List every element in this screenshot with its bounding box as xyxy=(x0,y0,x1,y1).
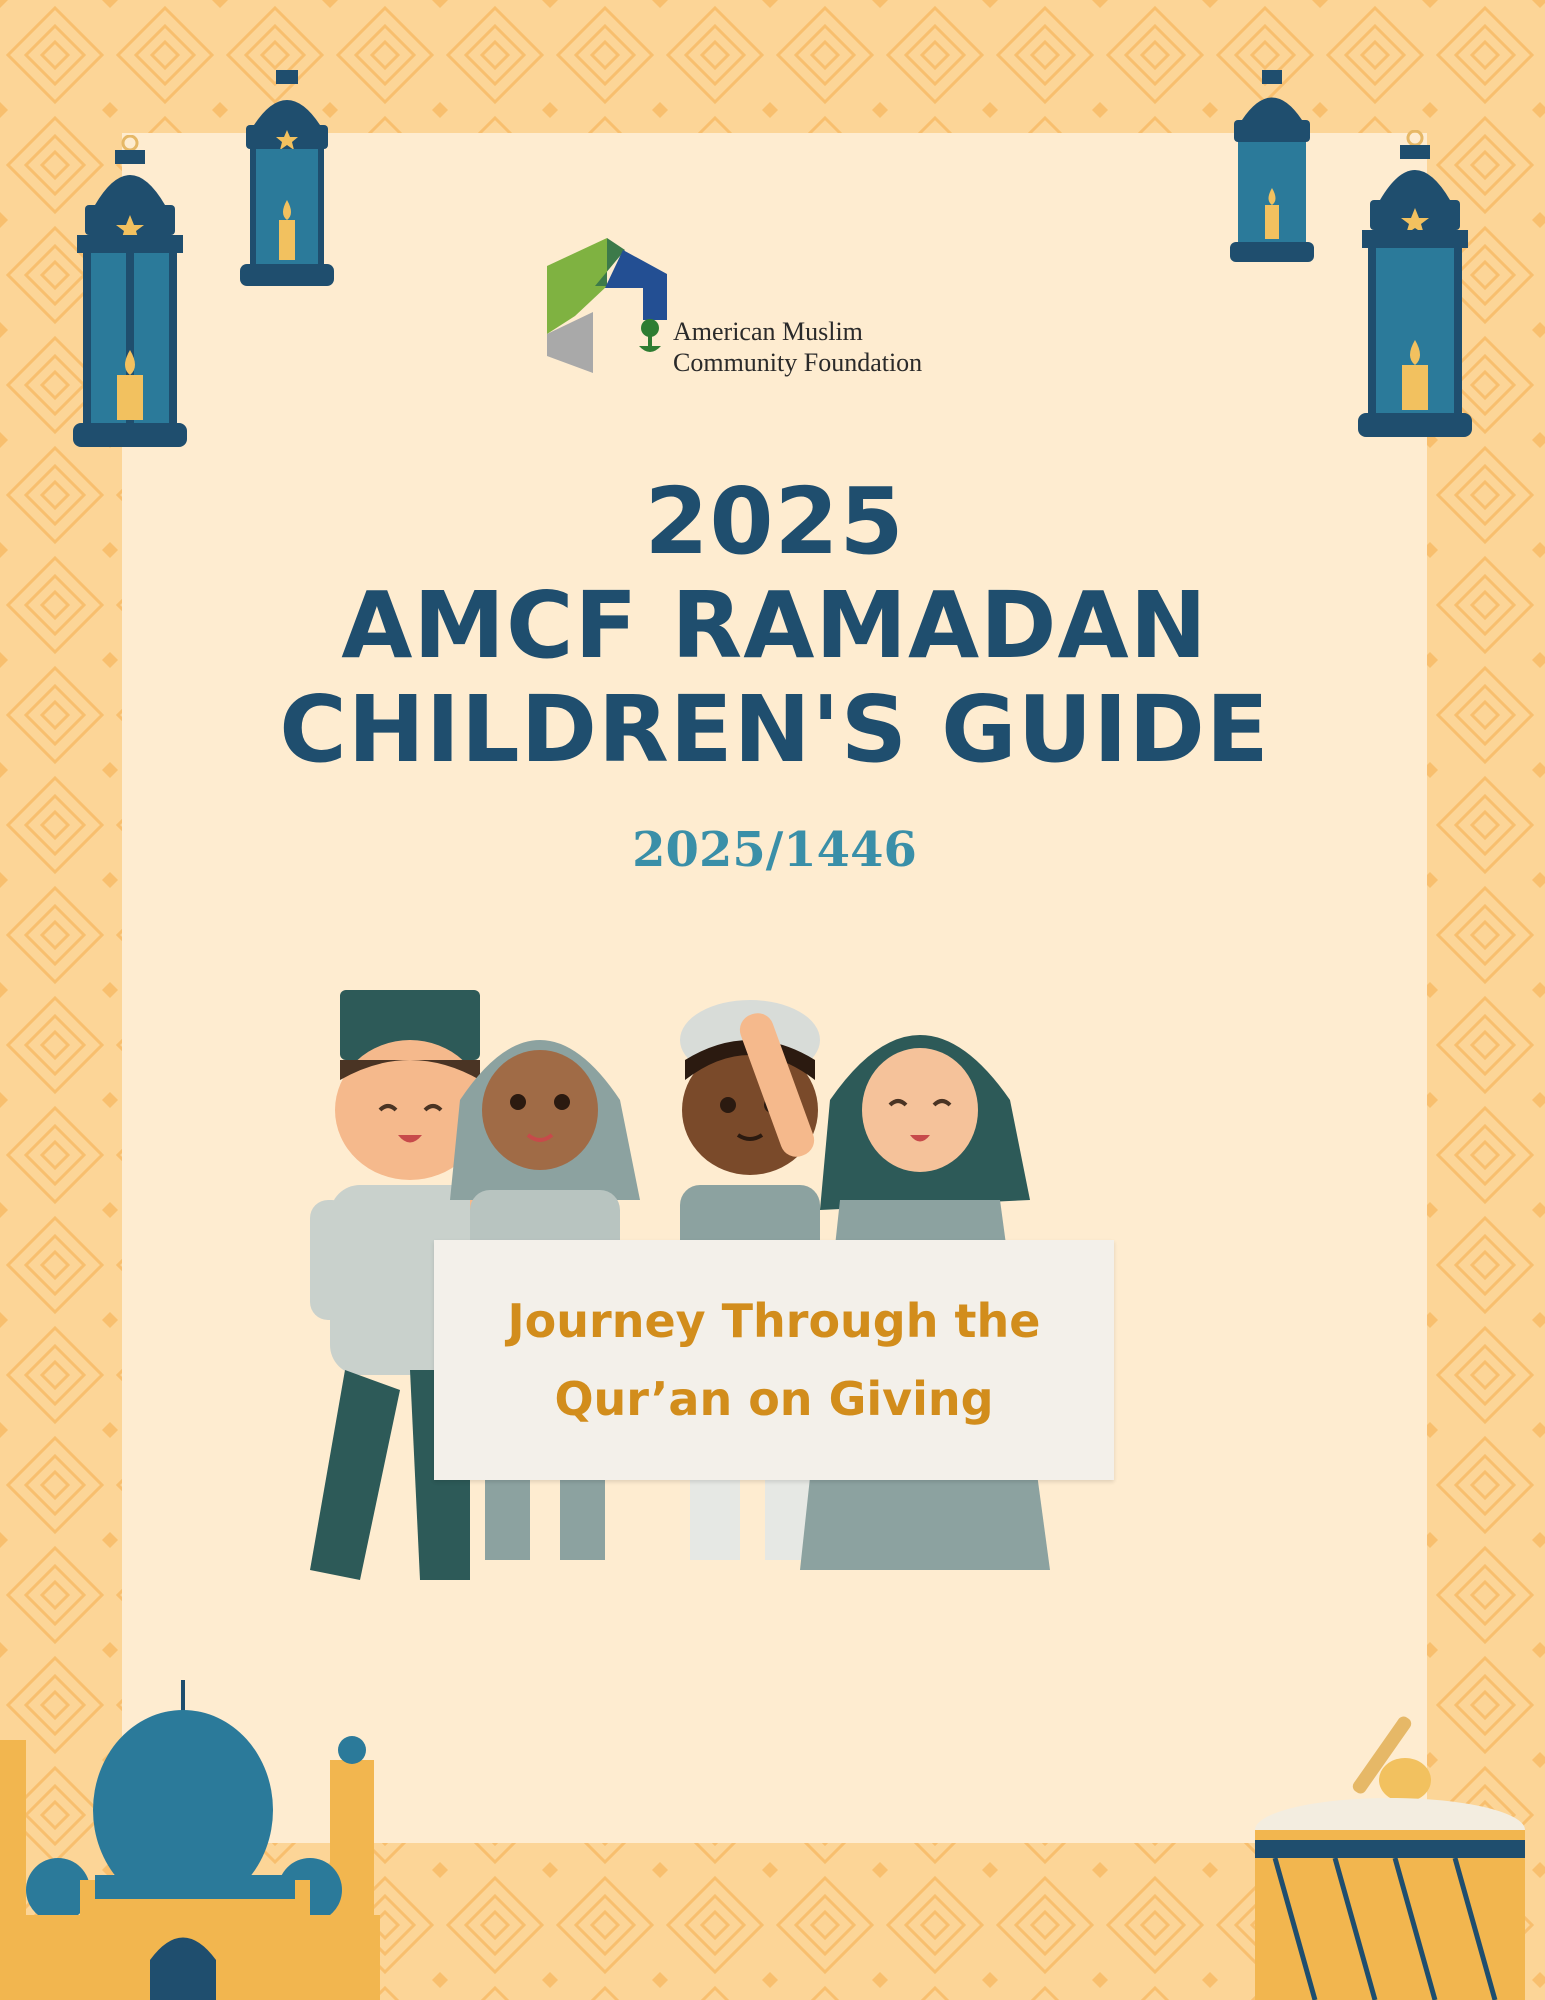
title-line-3: CHILDREN'S GUIDE xyxy=(279,676,1270,783)
banner-line-2: Qur’an on Giving xyxy=(554,1372,994,1426)
logo-line-1: American Muslim xyxy=(673,317,863,346)
title-line-2: AMCF RAMADAN xyxy=(341,572,1208,679)
logo-line-2: Community Foundation xyxy=(673,348,923,377)
amcf-logo xyxy=(545,238,1005,378)
year-subtitle: 2025/1446 xyxy=(632,822,917,878)
lantern-icon xyxy=(1222,70,1322,270)
lantern-icon xyxy=(232,70,342,300)
lantern-icon xyxy=(55,135,205,465)
mosque-icon xyxy=(0,1680,390,2000)
banner-line-1: Journey Through the xyxy=(507,1294,1041,1348)
logo-text xyxy=(673,316,922,378)
title-line-1: 2025 xyxy=(644,468,905,575)
lantern-icon xyxy=(1340,130,1490,450)
page-title xyxy=(122,470,1427,782)
drum-icon xyxy=(1255,1690,1545,2000)
banner-sign xyxy=(434,1240,1114,1480)
tree-icon xyxy=(635,318,665,358)
